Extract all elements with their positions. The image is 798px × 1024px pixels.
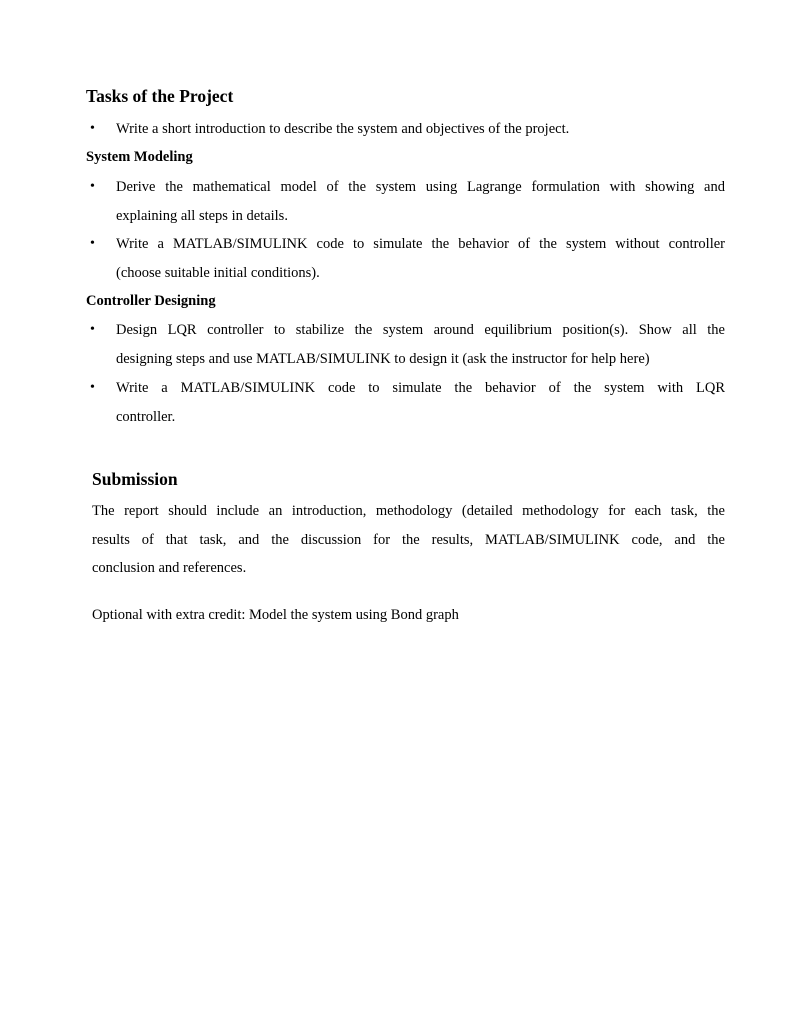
bullet-line: Derive the mathematical model of the system using Lagrange formulation with showing and xyxy=(116,179,725,195)
bullet-glyph: • xyxy=(90,322,95,337)
bullet-line: Write a MATLAB/SIMULINK code to simulate the behavior of the system without controller xyxy=(116,236,725,252)
bullet-line: explaining all steps in details. xyxy=(116,207,288,224)
bullet-glyph: • xyxy=(90,179,95,194)
bullet-line: controller. xyxy=(116,408,176,425)
list-item-introduction xyxy=(86,115,726,144)
paragraph-line: Optional with extra credit: Model the system using Bond graph xyxy=(92,607,459,623)
paragraph-line: The report should include an introduction, methodology (detailed methodology for each task, the xyxy=(92,503,725,519)
bullet-glyph: • xyxy=(90,380,95,395)
bullet-line: Write a short introduction to describe the system and objectives of the project. xyxy=(116,121,570,137)
bullet-text xyxy=(116,316,725,373)
submission-paragraph xyxy=(92,497,725,583)
bullet-text xyxy=(116,230,725,287)
list-item-design-lqr xyxy=(86,316,726,373)
list-item-simulate-with-lqr xyxy=(86,374,726,431)
paragraph-line: conclusion and references. xyxy=(92,560,247,576)
optional-credit-paragraph xyxy=(92,601,725,630)
bullet-line: Write a MATLAB/SIMULINK code to simulate the behavior of the system with LQR xyxy=(116,380,725,396)
tasks-heading: Tasks of the Project xyxy=(86,86,234,106)
bullet-text xyxy=(116,173,725,230)
bullet-line: designing steps and use MATLAB/SIMULINK to design it (ask the instructor for help here) xyxy=(116,350,650,367)
bullet-text xyxy=(116,374,725,431)
controller-designing-heading: Controller Designing xyxy=(86,293,216,309)
bullet-line: Design LQR controller to stabilize the system around equilibrium position(s). Show all the xyxy=(116,322,725,338)
submission-heading: Submission xyxy=(92,469,178,489)
bullet-glyph: • xyxy=(90,236,95,251)
bullet-glyph: • xyxy=(90,121,95,136)
list-item-simulate-without-controller xyxy=(86,230,726,287)
paragraph-line: results of that task, and the discussion for the results, MATLAB/SIMULINK code, and the xyxy=(92,531,725,548)
system-modeling-heading: System Modeling xyxy=(86,149,193,165)
bullet-line: (choose suitable initial conditions). xyxy=(116,264,320,281)
list-item-derive-model xyxy=(86,173,726,230)
bullet-text xyxy=(116,115,725,144)
